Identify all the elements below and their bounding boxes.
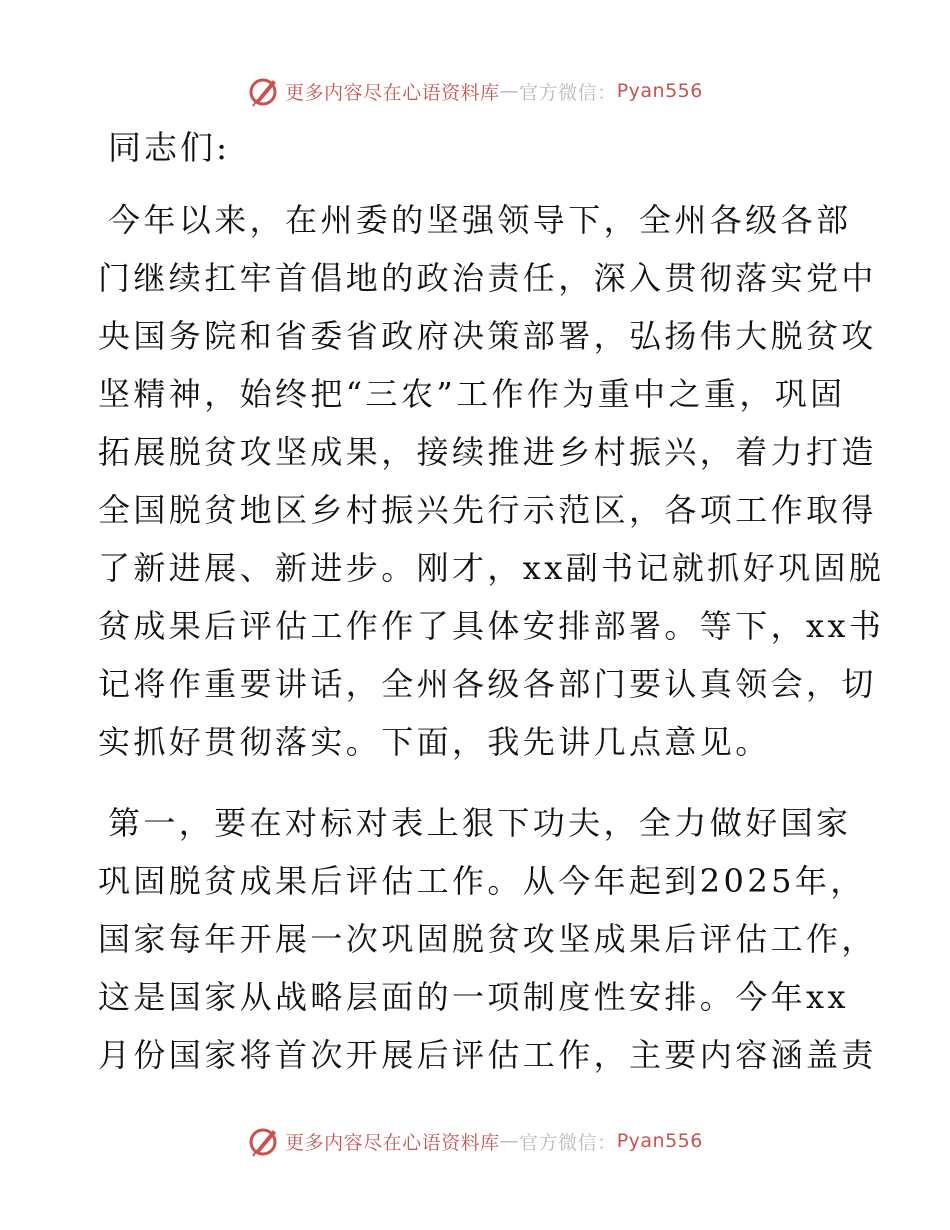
paragraph-2 bbox=[98, 794, 877, 1084]
paragraph-line: 全国脱贫地区乡村振兴先行示范区，各项工作取得 bbox=[98, 491, 877, 529]
paragraph-line: 门继续扛牢首倡地的政治责任，深入贯彻落实党中 bbox=[98, 259, 877, 297]
paragraph-line: 第一，要在对标对表上狠下功夫，全力做好国家 bbox=[108, 804, 852, 842]
wechat-label: 官方微信： bbox=[519, 81, 617, 104]
paragraph-line: 月份国家将首次开展后评估工作，主要内容涵盖责 bbox=[98, 1036, 877, 1074]
paragraph-line: 央国务院和省委省政府决策部署，弘扬伟大脱贫攻 bbox=[98, 317, 877, 355]
salutation: 同志们: bbox=[108, 128, 231, 167]
wechat-id: Pyan556 bbox=[616, 1130, 703, 1152]
paragraph-line: 国家每年开展一次巩固脱贫攻坚成果后评估工作， bbox=[98, 920, 877, 958]
quill-logo-icon bbox=[247, 74, 281, 108]
brand-text: 更多内容尽在心语资料库 bbox=[285, 1131, 500, 1154]
paragraph-line: 贫成果后评估工作作了具体安排部署。等下，xx书 bbox=[98, 607, 885, 645]
footer-banner bbox=[0, 1121, 950, 1161]
paragraph-line: 这是国家从战略层面的一项制度性安排。今年xx bbox=[98, 978, 849, 1016]
wechat-id: Pyan556 bbox=[616, 80, 703, 102]
quill-logo-icon bbox=[247, 1124, 281, 1158]
paragraph-line: 拓展脱贫攻坚成果，接续推进乡村振兴，着力打造 bbox=[98, 433, 877, 471]
paragraph-1 bbox=[98, 191, 885, 771]
banner-dash: — bbox=[499, 1130, 520, 1152]
paragraph-line: 实抓好贯彻落实。下面，我先讲几点意见。 bbox=[98, 723, 771, 761]
brand-text: 更多内容尽在心语资料库 bbox=[285, 81, 500, 104]
header-banner bbox=[0, 71, 950, 111]
paragraph-line: 坚精神，始终把“三农”工作作为重中之重，巩固 bbox=[98, 375, 846, 413]
paragraph-line: 了新进展、新进步。刚才，xx副书记就抓好巩固脱 bbox=[98, 549, 885, 587]
banner-dash: — bbox=[499, 80, 520, 102]
paragraph-line: 巩固脱贫成果后评估工作。从今年起到2025年， bbox=[98, 862, 866, 900]
paragraph-line: 今年以来，在州委的坚强领导下，全州各级各部 bbox=[108, 201, 852, 239]
wechat-label: 官方微信： bbox=[519, 1131, 617, 1154]
paragraph-line: 记将作重要讲话，全州各级各部门要认真领会，切 bbox=[98, 665, 877, 703]
